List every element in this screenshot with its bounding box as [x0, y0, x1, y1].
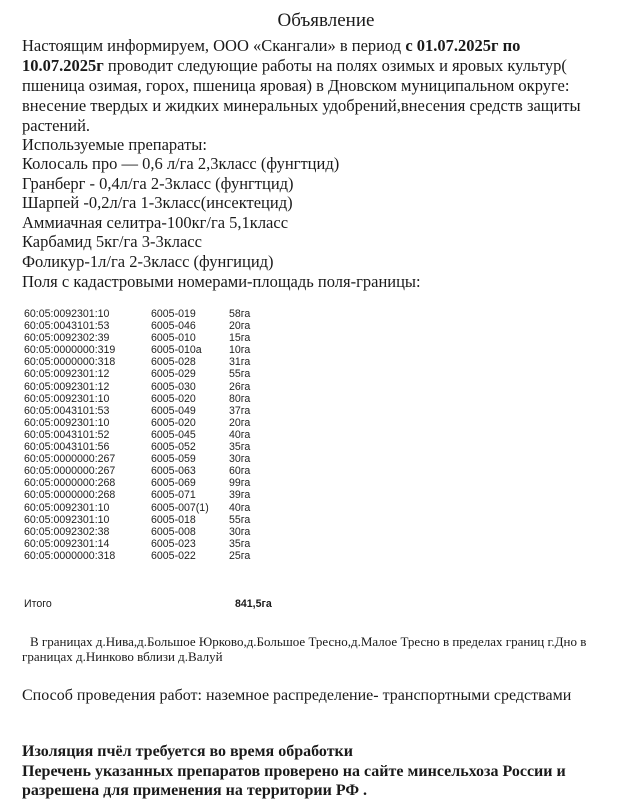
total-value: 841,5га — [235, 598, 272, 610]
cadastral-number: 60:05:0000000:268 — [24, 477, 116, 490]
field-number: 6005-008 — [151, 525, 196, 538]
cadastral-number: 60:05:0092301:10 — [24, 513, 110, 526]
field-row — [24, 465, 354, 477]
field-area: 99га — [229, 477, 251, 490]
field-row — [24, 429, 354, 441]
field-number: 6005-045 — [151, 428, 196, 441]
preparations-list — [22, 154, 339, 271]
preparations-heading: Используемые препараты: — [22, 135, 207, 154]
intro-text-start: Настоящим информируем, ООО «Скангали» в период — [22, 36, 406, 55]
field-row — [24, 538, 354, 550]
intro-paragraph — [22, 36, 602, 136]
cadastral-number: 60:05:0092301:10 — [24, 416, 110, 429]
field-row — [24, 502, 354, 514]
field-area: 30га — [229, 525, 251, 538]
field-row — [24, 393, 354, 405]
cadastral-number: 60:05:0000000:268 — [24, 489, 116, 502]
fields-heading: Поля с кадастровыми номерами-площадь поля-границы: — [22, 272, 421, 291]
field-number: 6005-069 — [151, 477, 196, 490]
cadastral-number: 60:05:0092301:10 — [24, 501, 110, 514]
field-area: 20га — [229, 416, 251, 429]
field-number: 6005-030 — [151, 380, 196, 393]
field-area: 35га — [229, 537, 251, 550]
field-row — [24, 441, 354, 453]
field-row — [24, 381, 354, 393]
field-number: 6005-029 — [151, 368, 196, 381]
field-number: 6005-022 — [151, 549, 196, 562]
field-number: 6005-010 — [151, 332, 196, 345]
field-area: 35га — [229, 441, 251, 454]
total-label: Итого — [24, 598, 52, 610]
field-row — [24, 550, 354, 562]
bee-isolation-note: Изоляция пчёл требуется во время обработки — [22, 743, 353, 760]
preparation-item: Колосаль про — 0,6 л/га 2,3класс (фунгтцид) — [22, 154, 340, 173]
field-row — [24, 356, 354, 368]
cadastral-number: 60:05:0000000:318 — [24, 549, 116, 562]
intro-text-end: проводит следующие работы на полях озимых и яровых культур( пшеница озимая, горох, пшеница яровая) в Дновском муниципальном округе: внесение твердых и жидких минеральных удобрений,внесения средств защиты растений. — [22, 56, 581, 135]
method-text: Способ проведения работ: наземное распределение- транспортными средствами — [22, 687, 572, 704]
field-area: 39га — [229, 489, 251, 502]
field-number: 6005-071 — [151, 489, 196, 502]
cadastral-number: 60:05:0043101:52 — [24, 428, 110, 441]
cadastral-number: 60:05:0000000:267 — [24, 465, 116, 478]
field-row — [24, 477, 354, 489]
field-area: 30га — [229, 453, 251, 466]
work-period: с 01.07.2025г по 10.07.2025г — [22, 36, 521, 75]
field-row — [24, 453, 354, 465]
field-number: 6005-019 — [151, 308, 196, 320]
field-area: 55га — [229, 368, 251, 381]
field-row — [24, 489, 354, 501]
document-title: Объявление — [277, 10, 375, 31]
field-number: 6005-007(1) — [151, 501, 209, 514]
field-row — [24, 332, 354, 344]
field-number: 6005-063 — [151, 465, 196, 478]
cadastral-number: 60:05:0043101:56 — [24, 441, 110, 454]
field-number: 6005-059 — [151, 453, 196, 466]
field-area: 40га — [229, 428, 251, 441]
field-row — [24, 344, 354, 356]
field-row — [24, 405, 354, 417]
cadastral-number: 60:05:0092301:14 — [24, 537, 110, 550]
field-number: 6005-023 — [151, 537, 196, 550]
preparation-item: Гранберг - 0,4л/га 2-3класс (фунгтцид) — [22, 173, 294, 193]
field-number: 6005-020 — [151, 392, 196, 405]
field-row — [24, 308, 354, 320]
cadastral-number: 60:05:0092302:39 — [24, 332, 110, 345]
verification-note: Перечень указанных препаратов проверено на сайте минсельхоза России и разрешена для применения на территории РФ . — [22, 762, 566, 799]
field-row — [24, 368, 354, 380]
cadastral-number: 60:05:0092302:38 — [24, 525, 110, 538]
field-number: 6005-010а — [151, 344, 202, 357]
field-row — [24, 417, 354, 429]
field-area: 20га — [229, 320, 251, 333]
cadastral-number: 60:05:0092301:10 — [24, 308, 110, 320]
field-area: 58га — [229, 308, 251, 320]
field-area: 26га — [229, 380, 251, 393]
cadastral-number: 60:05:0092301:12 — [24, 380, 110, 393]
field-number: 6005-020 — [151, 416, 196, 429]
preparation-item: Аммиачная селитра-100кг/га 5,1класс — [22, 212, 289, 232]
field-area: 80га — [229, 392, 251, 405]
field-row — [24, 320, 354, 332]
boundaries-text: В границах д.Нива,д.Большое Юрково,д.Большое Тресно,д.Малое Тресно в пределах границ г.Дно в границах д.Нинково вблизи д.Валуй — [22, 634, 587, 664]
preparation-item: Фоликур-1л/га 2-3класс (фунгицид) — [22, 251, 274, 271]
cadastral-number: 60:05:0092301:12 — [24, 368, 110, 381]
cadastral-number: 60:05:0092301:10 — [24, 392, 110, 405]
field-number: 6005-028 — [151, 356, 196, 369]
field-number: 6005-049 — [151, 404, 196, 417]
field-area: 60га — [229, 465, 251, 478]
cadastral-number: 60:05:0043101:53 — [24, 320, 110, 333]
final-notes — [22, 742, 622, 801]
preparation-item: Карбамид 5кг/га 3-3класс — [22, 232, 202, 251]
field-number: 6005-052 — [151, 441, 196, 454]
cadastral-number: 60:05:0000000:267 — [24, 453, 116, 466]
field-area: 40га — [229, 501, 251, 514]
field-area: 25га — [229, 549, 251, 562]
cadastral-number: 60:05:0000000:319 — [24, 344, 116, 357]
field-row — [24, 514, 354, 526]
field-area: 55га — [229, 513, 251, 526]
field-area: 37га — [229, 404, 251, 417]
cadastral-number: 60:05:0043101:53 — [24, 404, 110, 417]
field-area: 10га — [229, 344, 251, 357]
preparation-item: Шарпей -0,2л/га 1-3класс(инсектецид) — [22, 193, 293, 212]
field-area: 31га — [229, 356, 251, 369]
field-number: 6005-018 — [151, 513, 196, 526]
field-number: 6005-046 — [151, 320, 196, 333]
cadastral-number: 60:05:0000000:318 — [24, 356, 116, 369]
field-area: 15га — [229, 332, 251, 345]
fields-table — [24, 308, 354, 562]
field-row — [24, 526, 354, 538]
total-row — [24, 598, 354, 611]
